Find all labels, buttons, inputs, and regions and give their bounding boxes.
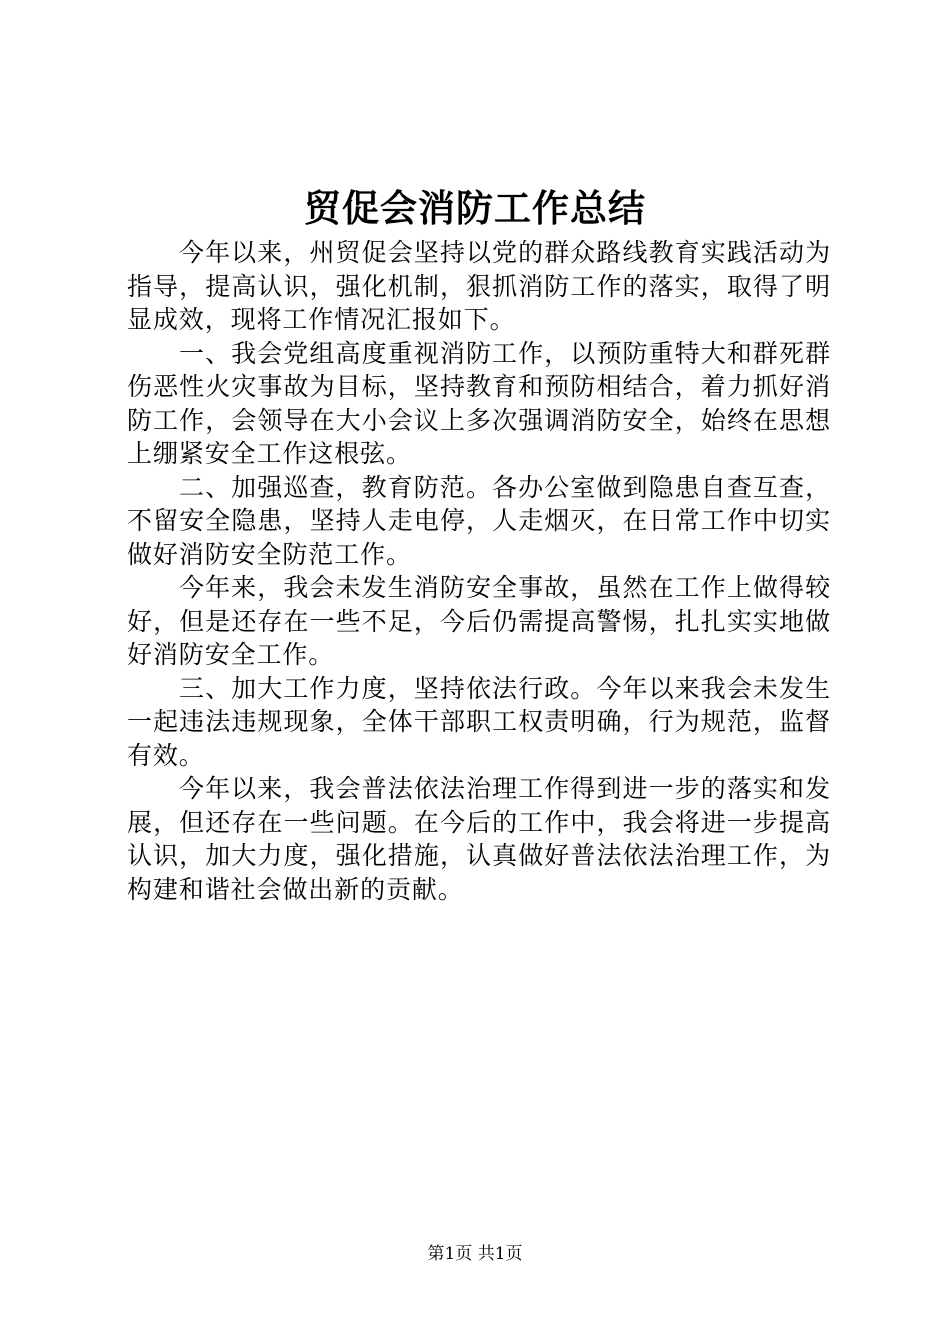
- document-title: 贸促会消防工作总结: [304, 186, 646, 230]
- document-body: [127, 236, 831, 906]
- paragraph-intro: 今年以来，州贸促会坚持以党的群众路线教育实践活动为指导，提高认识，强化机制，狠抓消防工作的落实，取得了明显成效，现将工作情况汇报如下。: [127, 238, 831, 334]
- paragraph-section-2: 二、加强巡查，教育防范。各办公室做到隐患自查互查，不留安全隐患，坚持人走电停，人走烟灭，在日常工作中切实做好消防安全防范工作。: [127, 472, 831, 569]
- paragraph-section-1: 一、我会党组高度重视消防工作，以预防重特大和群死群伤恶性火灾事故为目标，坚持教育和预防相结合，着力抓好消防工作，会领导在大小会议上多次强调消防安全，始终在思想上绷紧安全工作这根弦。: [127, 338, 831, 468]
- paragraph-section-3: 三、加大工作力度，坚持依法行政。今年以来我会未发生一起违法违规现象，全体干部职工权责明确，行为规范，监督有效。: [127, 673, 831, 770]
- paragraph-conclusion: 今年以来，我会普法依法治理工作得到进一步的落实和发展，但还存在一些问题。在今后的工作中，我会将进一步提高认识，加大力度，强化措施，认真做好普法依法治理工作，为构建和谐社会做出新的贡献。: [127, 774, 831, 904]
- page-number-footer: 第1页 共1页: [427, 1244, 523, 1264]
- paragraph-section-2-note: 今年来，我会未发生消防安全事故，虽然在工作上做得较好，但是还存在一些不足，今后仍需提高警惕，扎扎实实地做好消防安全工作。: [127, 573, 831, 669]
